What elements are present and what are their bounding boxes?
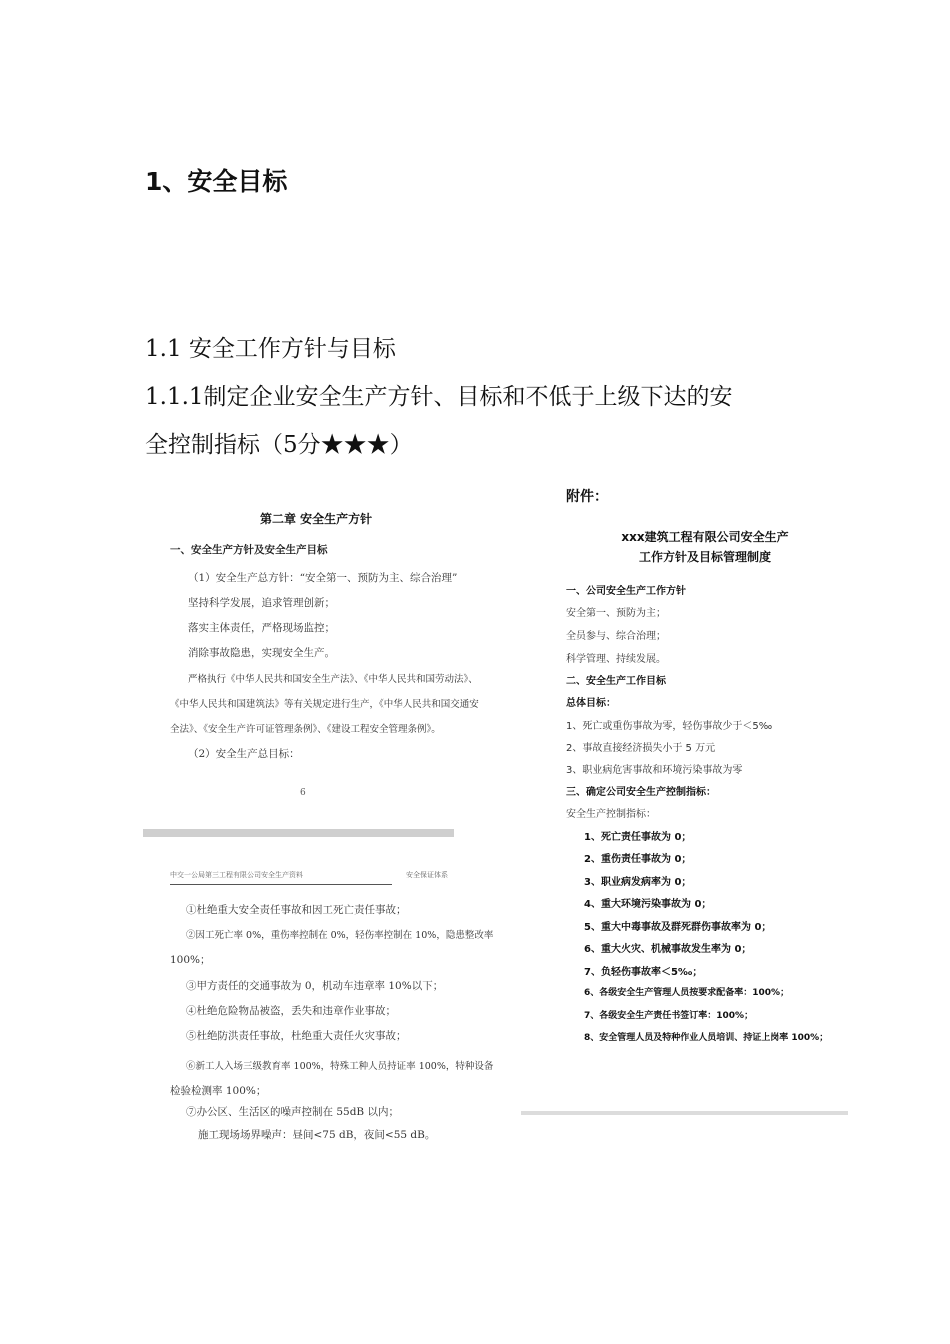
doc-line: 安全第一、预防为主； xyxy=(566,608,666,619)
embedded-page-chapter2 xyxy=(150,498,479,828)
chapter-title: 第二章 安全生产方针 xyxy=(260,512,373,526)
page-separator xyxy=(521,1111,848,1115)
doc-line: 检验检测率 100%； xyxy=(170,1085,267,1097)
section-3: 三、确定公司安全生产控制指标： xyxy=(566,787,716,798)
doc-line: 1、死亡或重伤事故为零，轻伤事故少于＜5‰ xyxy=(566,721,773,732)
section-1: 一、公司安全生产工作方针 xyxy=(566,586,686,597)
control-index: 2、重伤责任事故为 0； xyxy=(584,854,692,865)
embedded-page-targets xyxy=(170,866,494,1156)
doc-line: 《中华人民共和国建筑法》等有关规定进行生产，《中华人民共和国交通安 xyxy=(170,699,479,710)
doc-line: ③甲方责任的交通事故为 0，机动车违章率 10%以下； xyxy=(186,980,444,992)
page-header-right: 安全保证体系 xyxy=(406,871,448,879)
control-index: 7、各级安全生产责任书签订率：100%； xyxy=(584,1011,754,1021)
attachment-title-line1: xxx建筑工程有限公司安全生产 xyxy=(621,530,789,544)
doc-line: ①杜绝重大安全责任事故和因工死亡责任事故； xyxy=(186,904,407,916)
section-heading-1-1-1-line1: 1.1.1制定企业安全生产方针、目标和不低于上级下达的安 xyxy=(145,384,733,410)
page-header-left: 中交一公局第三工程有限公司安全生产资料 xyxy=(170,870,392,885)
control-index: 1、死亡责任事故为 0； xyxy=(584,832,692,843)
doc-line: 全法》、《安全生产许可证管理条例》、《建设工程安全管理条例》。 xyxy=(170,724,441,735)
control-index: 8、安全管理人员及特种作业人员培训、持证上岗率 100%； xyxy=(584,1033,829,1043)
doc-line: 施工现场场界噪声：昼间<75 dB，夜间<55 dB。 xyxy=(198,1129,436,1141)
control-index: 3、职业病发病率为 0； xyxy=(584,877,692,888)
doc-line: ⑥新工人入场三级教育率 100%，特殊工种人员持证率 100%，特种设备 xyxy=(186,1061,494,1072)
doc-line: ⑦办公区、生活区的噪声控制在 55dB 以内； xyxy=(186,1106,399,1118)
control-index: 6、各级安全生产管理人员按要求配备率：100%； xyxy=(584,988,790,998)
doc-line: 严格执行《中华人民共和国安全生产法》、《中华人民共和国劳动法》、 xyxy=(188,674,478,685)
doc-line: 消除事故隐患，实现安全生产。 xyxy=(188,647,335,659)
section-3-sub: 安全生产控制指标： xyxy=(566,809,656,820)
control-index: 5、重大中毒事故及群死群伤事故率为 0； xyxy=(584,922,772,933)
doc-line: （2）安全生产总目标： xyxy=(188,748,300,760)
doc-line: 落实主体责任，严格现场监控； xyxy=(188,622,335,634)
doc-line: ④杜绝危险物品被盗，丢失和违章作业事故； xyxy=(186,1005,396,1017)
section-heading-1-1-1-line2: 全控制指标（5分★★★） xyxy=(145,432,413,458)
doc-line: 全员参与、综合治理； xyxy=(566,631,666,642)
doc-line: （1）安全生产总方针：“安全第一、预防为主、综合治理” xyxy=(188,572,458,584)
section-heading-1: 1、安全目标 xyxy=(145,167,288,196)
page-number: 6 xyxy=(300,788,306,798)
control-index: 7、负轻伤事故率＜5‰； xyxy=(584,967,703,978)
doc-line: 科学管理、持续发展。 xyxy=(566,654,666,665)
page-separator xyxy=(143,829,454,837)
section-2: 二、安全生产工作目标 xyxy=(566,676,666,687)
section-2-sub: 总体目标： xyxy=(566,698,616,709)
control-index: 4、重大环境污染事故为 0； xyxy=(584,899,712,910)
attachment-title-line2: 工作方针及目标管理制度 xyxy=(638,550,771,564)
doc-line: 2、事故直接经济损失小于 5 万元 xyxy=(566,743,716,754)
section-heading-1-1: 1.1 安全工作方针与目标 xyxy=(145,336,396,362)
doc-line: ⑤杜绝防洪责任事故，杜绝重大责任火灾事故； xyxy=(186,1030,407,1042)
chapter-section: 一、安全生产方针及安全生产目标 xyxy=(170,544,328,556)
doc-line: 3、职业病危害事故和环境污染事故为零 xyxy=(566,765,743,776)
control-index: 6、重大火灾、机械事故发生率为 0； xyxy=(584,944,752,955)
doc-line: ②因工死亡率 0%，重伤率控制在 0%，轻伤率控制在 10%，隐患整改率 xyxy=(186,930,494,941)
doc-line: 坚持科学发展，追求管理创新； xyxy=(188,597,335,609)
attachment-label: 附件： xyxy=(566,489,608,505)
embedded-page-attachment xyxy=(560,480,850,1050)
doc-line: 100%； xyxy=(170,954,211,966)
